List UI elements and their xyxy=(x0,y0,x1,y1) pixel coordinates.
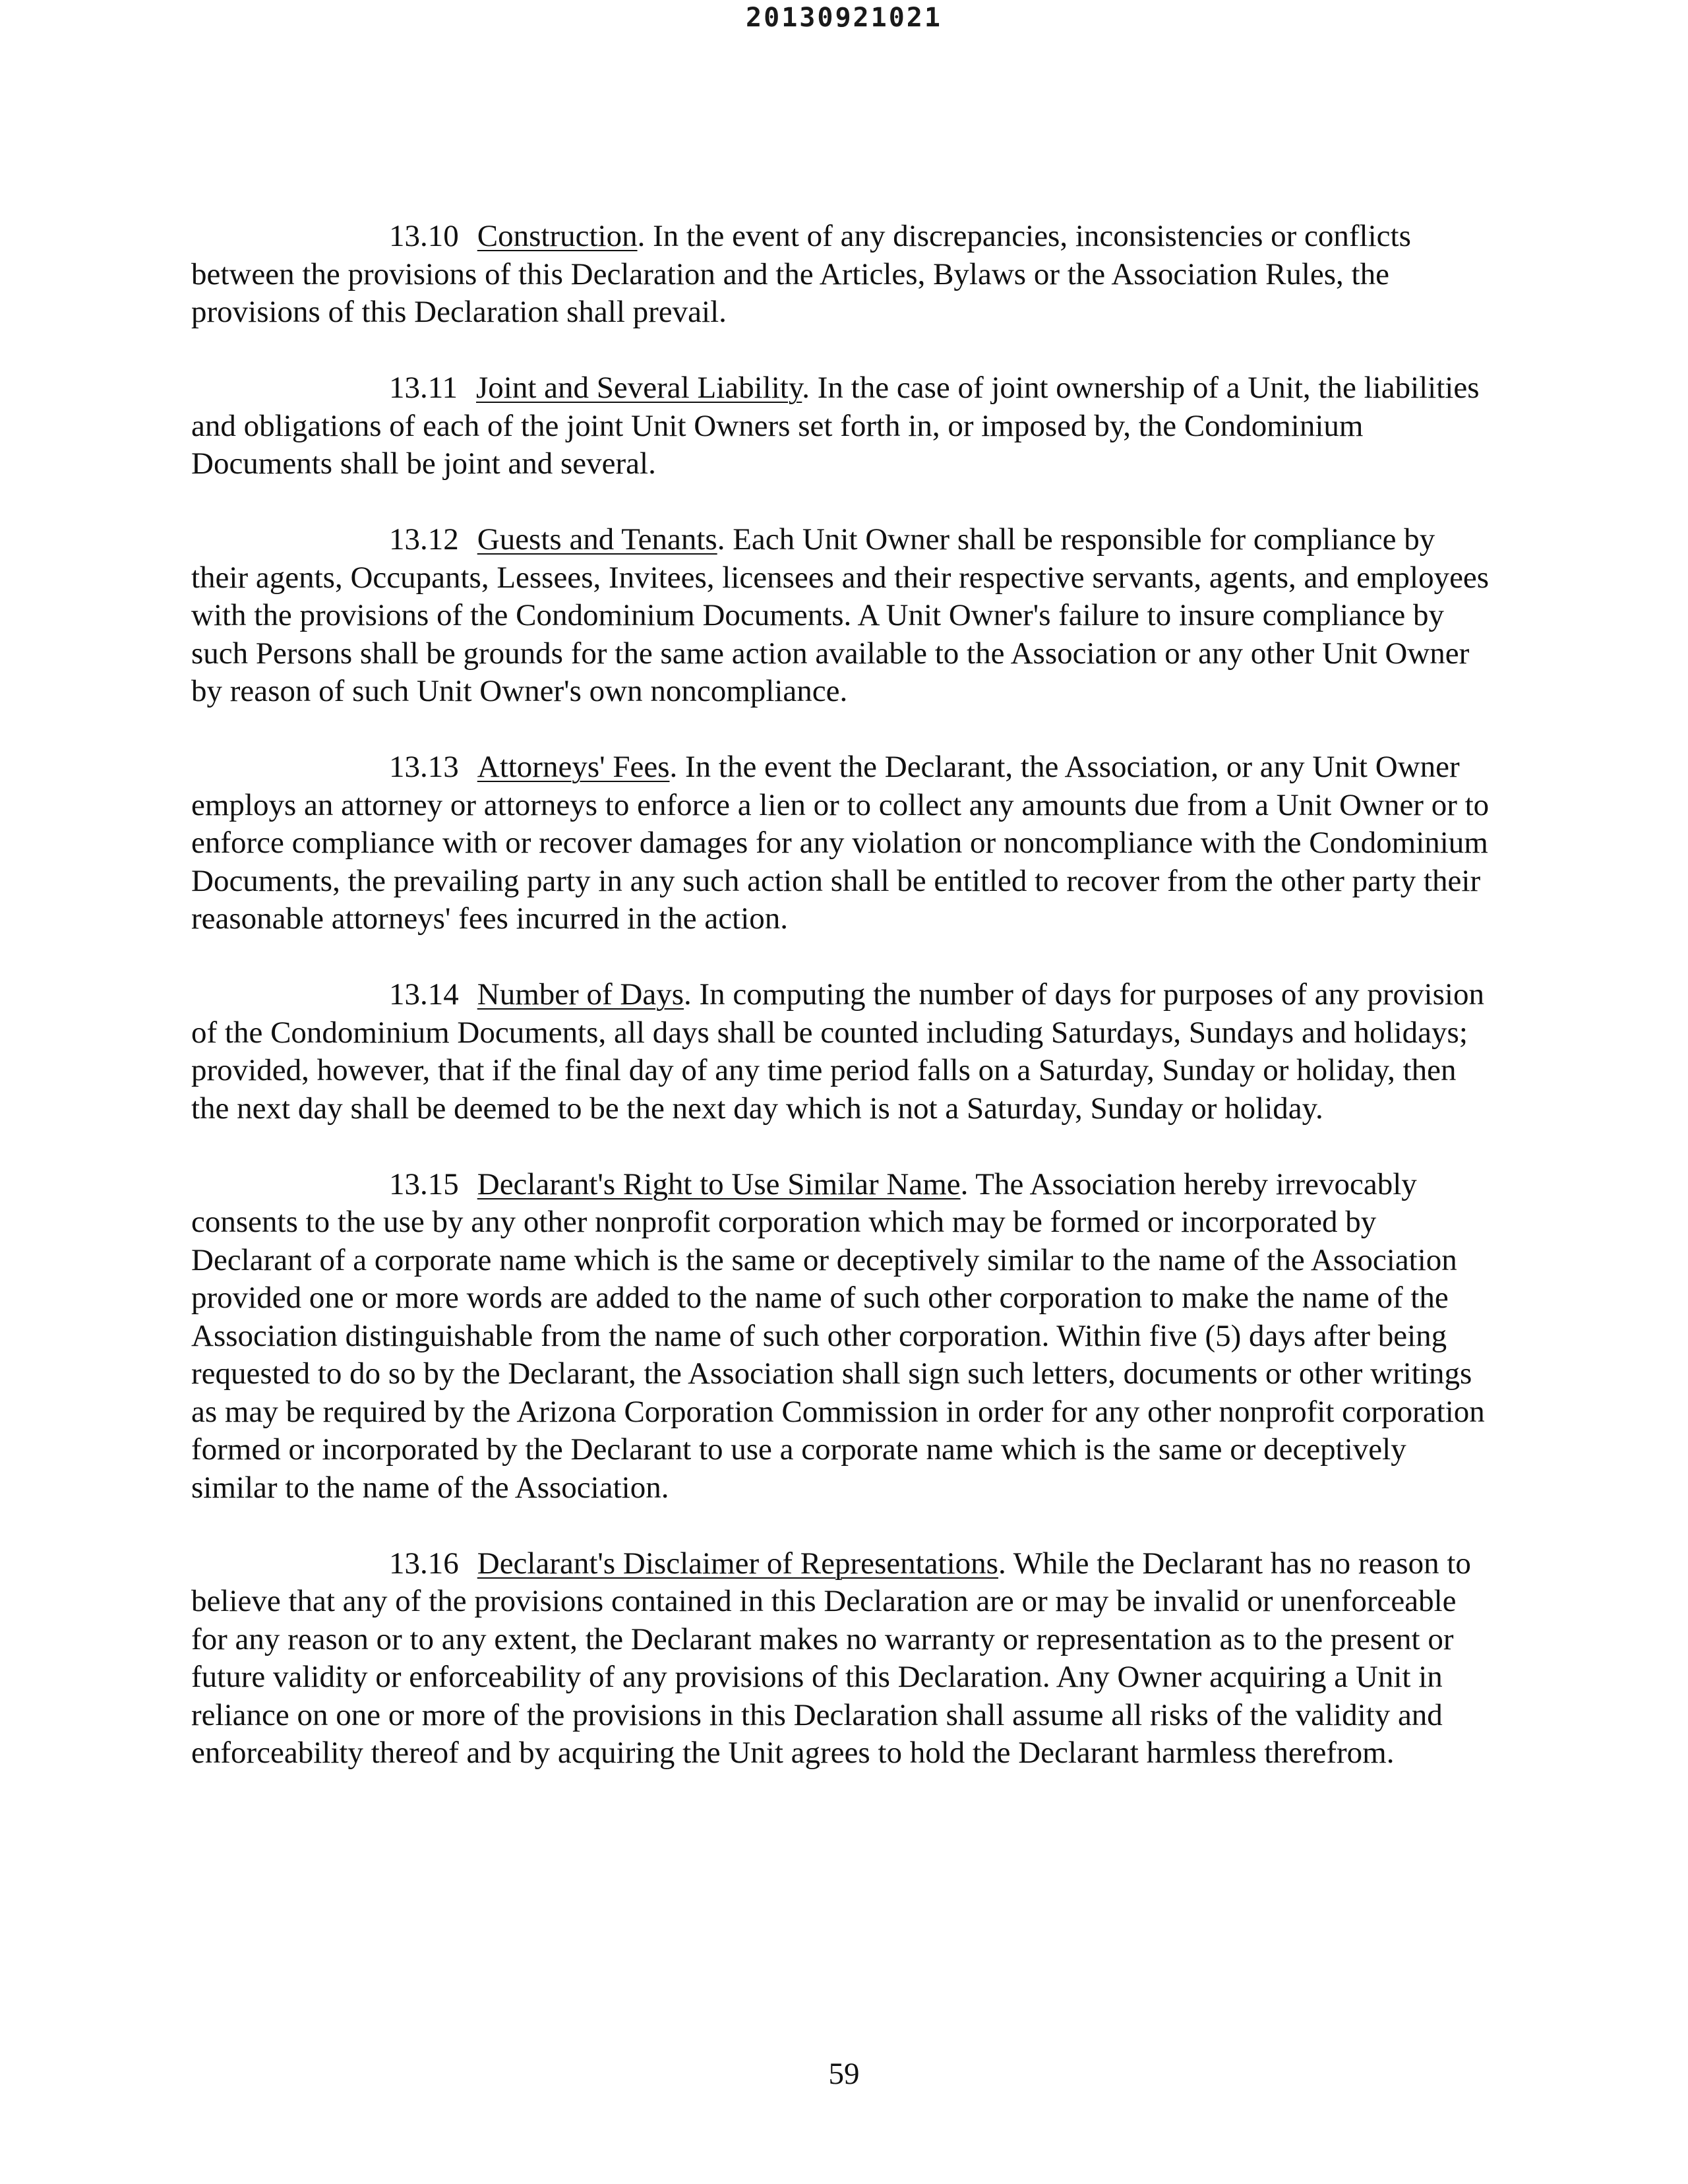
section-paragraph xyxy=(191,976,1497,1128)
section-text: . In the case of joint ownership of a Unit, the liabilities and obligations of each of the joint Unit Owners set forth in, or imposed by, the Condominium Documents shall be joint and several. xyxy=(191,371,1480,481)
section-paragraph xyxy=(191,369,1497,483)
section-text: . The Association hereby irrevocably consents to the use by any other nonprofit corporation which may be formed or incorporated by Declarant of a corporate name which is the same or deceptively similar to the name of the Association provided one or more words are added to the name of such other corporation to make the name of the Association distinguishable from the name of such other corporation. Within five (5) days after being requested to do so by the Declarant, the Association shall sign such letters, documents or other writings as may be required by the Arizona Corporation Commission in order for any other nonprofit corporation formed or incorporated by the Declarant to use a corporate name which is the same or deceptively similar to the name of the Association. xyxy=(191,1167,1485,1505)
document-number: 20130921021 xyxy=(746,3,942,33)
section-number: 13.16 xyxy=(389,1546,459,1581)
section-text: . Each Unit Owner shall be responsible for compliance by their agents, Occupants, Lessees, Invitees, licensees and their respective servants, agents, and employees with the provisions of the Condominium Documents. A Unit Owner's failure to insure compliance by such Persons shall be grounds for the same action available to the Association or any other Unit Owner by reason of such Unit Owner's own noncompliance. xyxy=(191,522,1490,708)
section-paragraph xyxy=(191,521,1497,711)
section-paragraph xyxy=(191,218,1497,332)
section-title: Declarant's Right to Use Similar Name xyxy=(477,1167,961,1201)
section-13-10 xyxy=(191,218,1497,332)
section-13-11 xyxy=(191,369,1497,483)
section-title: Declarant's Disclaimer of Representations xyxy=(477,1546,998,1581)
section-13-15 xyxy=(191,1166,1497,1507)
section-number: 13.13 xyxy=(389,750,459,784)
section-text: . In computing the number of days for purposes of any provision of the Condominium Documents, all days shall be counted including Saturdays, Sundays and holidays; provided, however, that if the final day of any time period falls on a Saturday, Sunday or holiday, then the next day shall be deemed to be the next day which is not a Saturday, Sunday or holiday. xyxy=(191,977,1484,1126)
section-number: 13.15 xyxy=(389,1167,459,1201)
section-title: Construction xyxy=(477,219,638,253)
section-number: 13.10 xyxy=(389,219,459,253)
section-paragraph xyxy=(191,748,1497,938)
section-text: . In the event of any discrepancies, inconsistencies or conflicts between the provisions of this Declaration and the Articles, Bylaws or the Association Rules, the provisions of this Declaration shall prevail. xyxy=(191,219,1411,329)
section-title: Attorneys' Fees xyxy=(477,750,670,784)
section-13-14 xyxy=(191,976,1497,1128)
document-body xyxy=(191,218,1497,1810)
page-number: 59 xyxy=(828,2057,860,2091)
section-number: 13.14 xyxy=(389,977,459,1012)
section-title: Number of Days xyxy=(477,977,684,1012)
section-title: Guests and Tenants xyxy=(477,522,717,557)
section-number: 13.11 xyxy=(389,371,458,405)
section-13-13 xyxy=(191,748,1497,938)
section-13-16 xyxy=(191,1545,1497,1773)
section-13-12 xyxy=(191,521,1497,711)
section-title: Joint and Several Liability xyxy=(476,371,802,405)
section-paragraph xyxy=(191,1545,1497,1773)
section-text: . In the event the Declarant, the Association, or any Unit Owner employs an attorney or attorneys to enforce a lien or to collect any amounts due from a Unit Owner or to enforce compliance with or recover damages for any violation or noncompliance with the Condominium Documents, the prevailing party in any such action shall be entitled to recover from the other party their reasonable attorneys' fees incurred in the action. xyxy=(191,750,1490,936)
section-number: 13.12 xyxy=(389,522,459,557)
section-paragraph xyxy=(191,1166,1497,1507)
section-text: . While the Declarant has no reason to believe that any of the provisions contained in this Declaration are or may be invalid or unenforceable for any reason or to any extent, the Declarant makes no warranty or representation as to the present or future validity or enforceability of any provisions of this Declaration. Any Owner acquiring a Unit in reliance on one or more of the provisions in this Declaration shall assume all risks of the validity and enforceability thereof and by acquiring the Unit agrees to hold the Declarant harmless therefrom. xyxy=(191,1546,1471,1770)
